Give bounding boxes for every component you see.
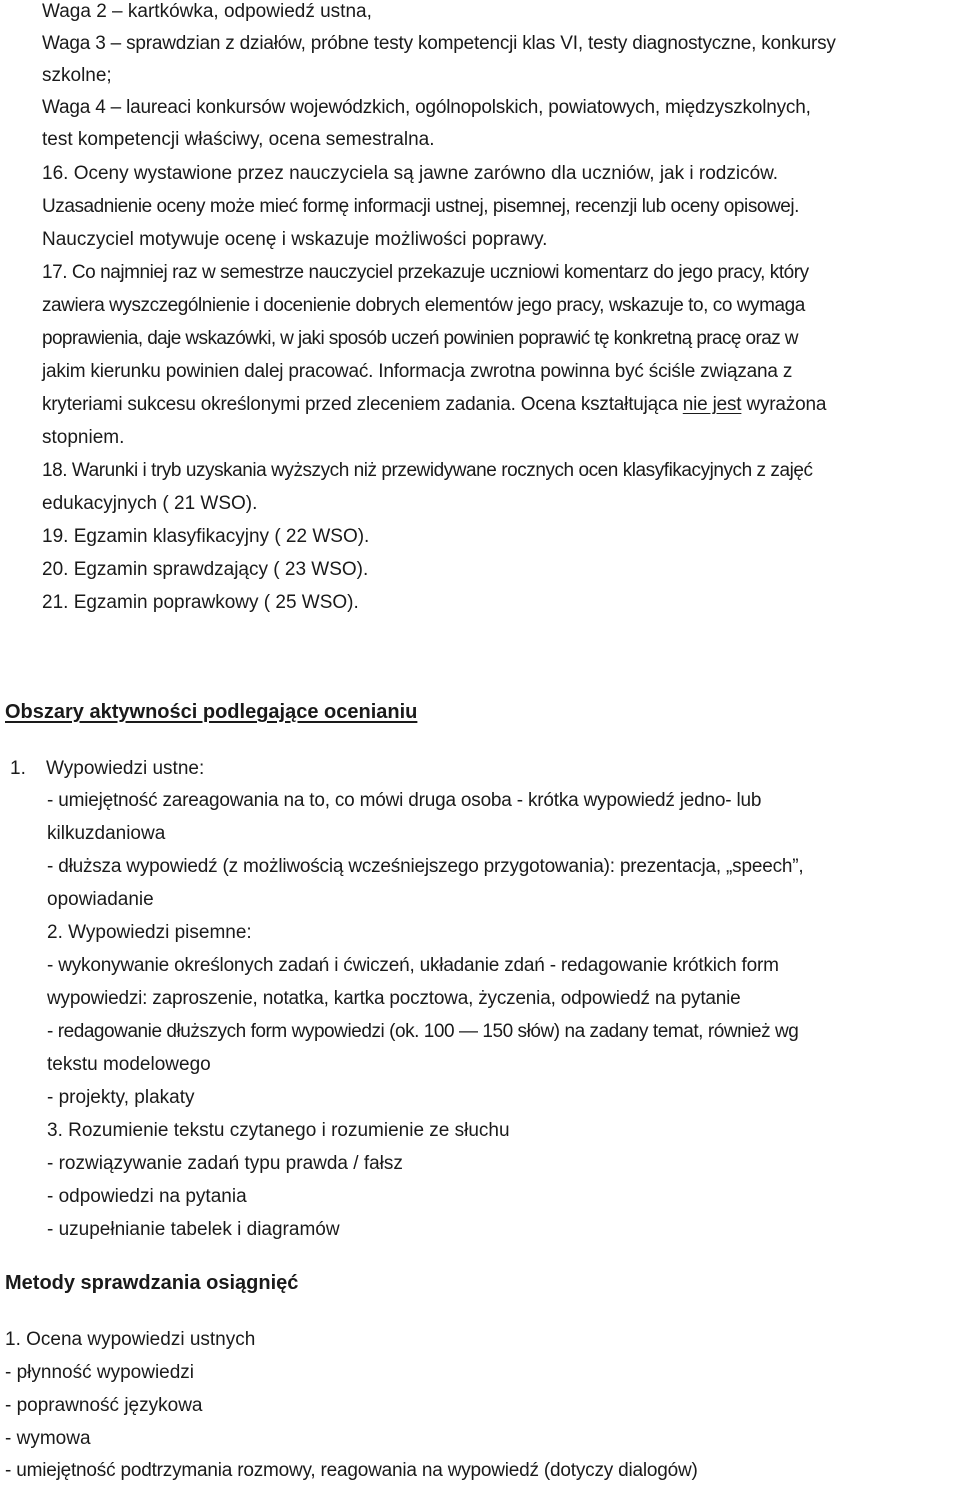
weight-line: Waga 4 – laureaci konkursów wojewódzkich, ogólnopolskich, powiatowych, międzyszkolnych,: [42, 97, 811, 118]
weight-line: Waga 2 – kartkówka, odpowiedź ustna,: [42, 1, 372, 22]
section-heading-obszary: Obszary aktywności podlegające ocenianiu: [5, 701, 418, 723]
section2-line: - umiejętność podtrzymania rozmowy, reagowania na wypowiedź (dotyczy dialogów): [5, 1460, 698, 1481]
section1-line: - dłuższa wypowiedź (z możliwością wcześniejszego przygotowania): prezentacja, „speech”,: [47, 856, 804, 877]
paragraph-17-line: stopniem.: [42, 427, 125, 448]
section1-line: kilkuzdaniowa: [47, 823, 166, 844]
underlined-phrase: nie jest: [682, 394, 742, 415]
paragraph-17-text: wyrażona: [741, 394, 827, 415]
paragraph-17-line: [42, 390, 826, 420]
section2-line: 1. Ocena wypowiedzi ustnych: [5, 1329, 256, 1350]
paragraph-18-line: edukacyjnych ( 21 WSO).: [42, 493, 258, 514]
paragraph-21: 21. Egzamin poprawkowy ( 25 WSO).: [42, 592, 359, 613]
list-item-label: Wypowiedzi ustne:: [46, 758, 205, 779]
paragraph-18-line: 18. Warunki i tryb uzyskania wyższych niż przewidywane rocznych ocen klasyfikacyjnych z zajęć: [42, 460, 813, 481]
paragraph-17-text: kryteriami sukcesu określonymi przed zleceniem zadania. Ocena kształtująca: [42, 394, 683, 415]
paragraph-16-line: Nauczyciel motywuje ocenę i wskazuje możliwości poprawy.: [42, 229, 548, 250]
section1-line: - projekty, plakaty: [47, 1087, 195, 1108]
section2-line: - poprawność językowa: [5, 1395, 203, 1416]
section1-line: tekstu modelowego: [47, 1054, 211, 1075]
weight-line: szkolne;: [42, 65, 112, 86]
paragraph-16-line: 16. Oceny wystawione przez nauczyciela są jawne zarówno dla uczniów, jak i rodziców.: [42, 163, 779, 184]
weight-line: test kompetencji właściwy, ocena semestralna.: [42, 129, 435, 150]
section1-line: wypowiedzi: zaproszenie, notatka, kartka pocztowa, życzenia, odpowiedź na pytanie: [47, 988, 741, 1009]
section1-line: 2. Wypowiedzi pisemne:: [47, 922, 252, 943]
list-number: 1.: [10, 758, 26, 779]
section1-line: - uzupełnianie tabelek i diagramów: [47, 1219, 340, 1240]
paragraph-17-line: poprawienia, daje wskazówki, w jaki sposób uczeń powinien poprawić tę konkretną pracę oraz w: [42, 328, 798, 349]
paragraph-16-line: Uzasadnienie oceny może mieć formę informacji ustnej, pisemnej, recenzji lub oceny opisowej.: [42, 196, 799, 217]
section1-line: opowiadanie: [47, 889, 154, 910]
section1-line: - redagowanie dłuższych form wypowiedzi (ok. 100 — 150 słów) na zadany temat, również wg: [47, 1021, 799, 1042]
list-item-1: [10, 754, 204, 784]
section1-line: - rozwiązywanie zadań typu prawda / fałsz: [47, 1153, 403, 1174]
section-heading-metody: Metody sprawdzania osiągnięć: [5, 1272, 299, 1294]
paragraph-17-line: 17. Co najmniej raz w semestrze nauczyciel przekazuje uczniowi komentarz do jego pracy, który: [42, 262, 809, 283]
weight-line: Waga 3 – sprawdzian z działów, próbne testy kompetencji klas VI, testy diagnostyczne, konkursy: [42, 33, 836, 54]
section1-line: 3. Rozumienie tekstu czytanego i rozumienie ze słuchu: [47, 1120, 510, 1141]
section2-line: - wymowa: [5, 1428, 91, 1449]
section1-line: - odpowiedzi na pytania: [47, 1186, 247, 1207]
paragraph-19: 19. Egzamin klasyfikacyjny ( 22 WSO).: [42, 526, 370, 547]
paragraph-20: 20. Egzamin sprawdzający ( 23 WSO).: [42, 559, 369, 580]
section1-line: - wykonywanie określonych zadań i ćwiczeń, układanie zdań - redagowanie krótkich form: [47, 955, 779, 976]
paragraph-17-line: zawiera wyszczególnienie i docenienie dobrych elementów jego pracy, wskazuje to, co wymaga: [42, 295, 805, 316]
section1-line: - umiejętność zareagowania na to, co mówi druga osoba - krótka wypowiedź jedno- lub: [47, 790, 762, 811]
section2-line: - płynność wypowiedzi: [5, 1362, 195, 1383]
paragraph-17-line: jakim kierunku powinien dalej pracować. Informacja zwrotna powinna być ściśle związana z: [42, 361, 793, 382]
